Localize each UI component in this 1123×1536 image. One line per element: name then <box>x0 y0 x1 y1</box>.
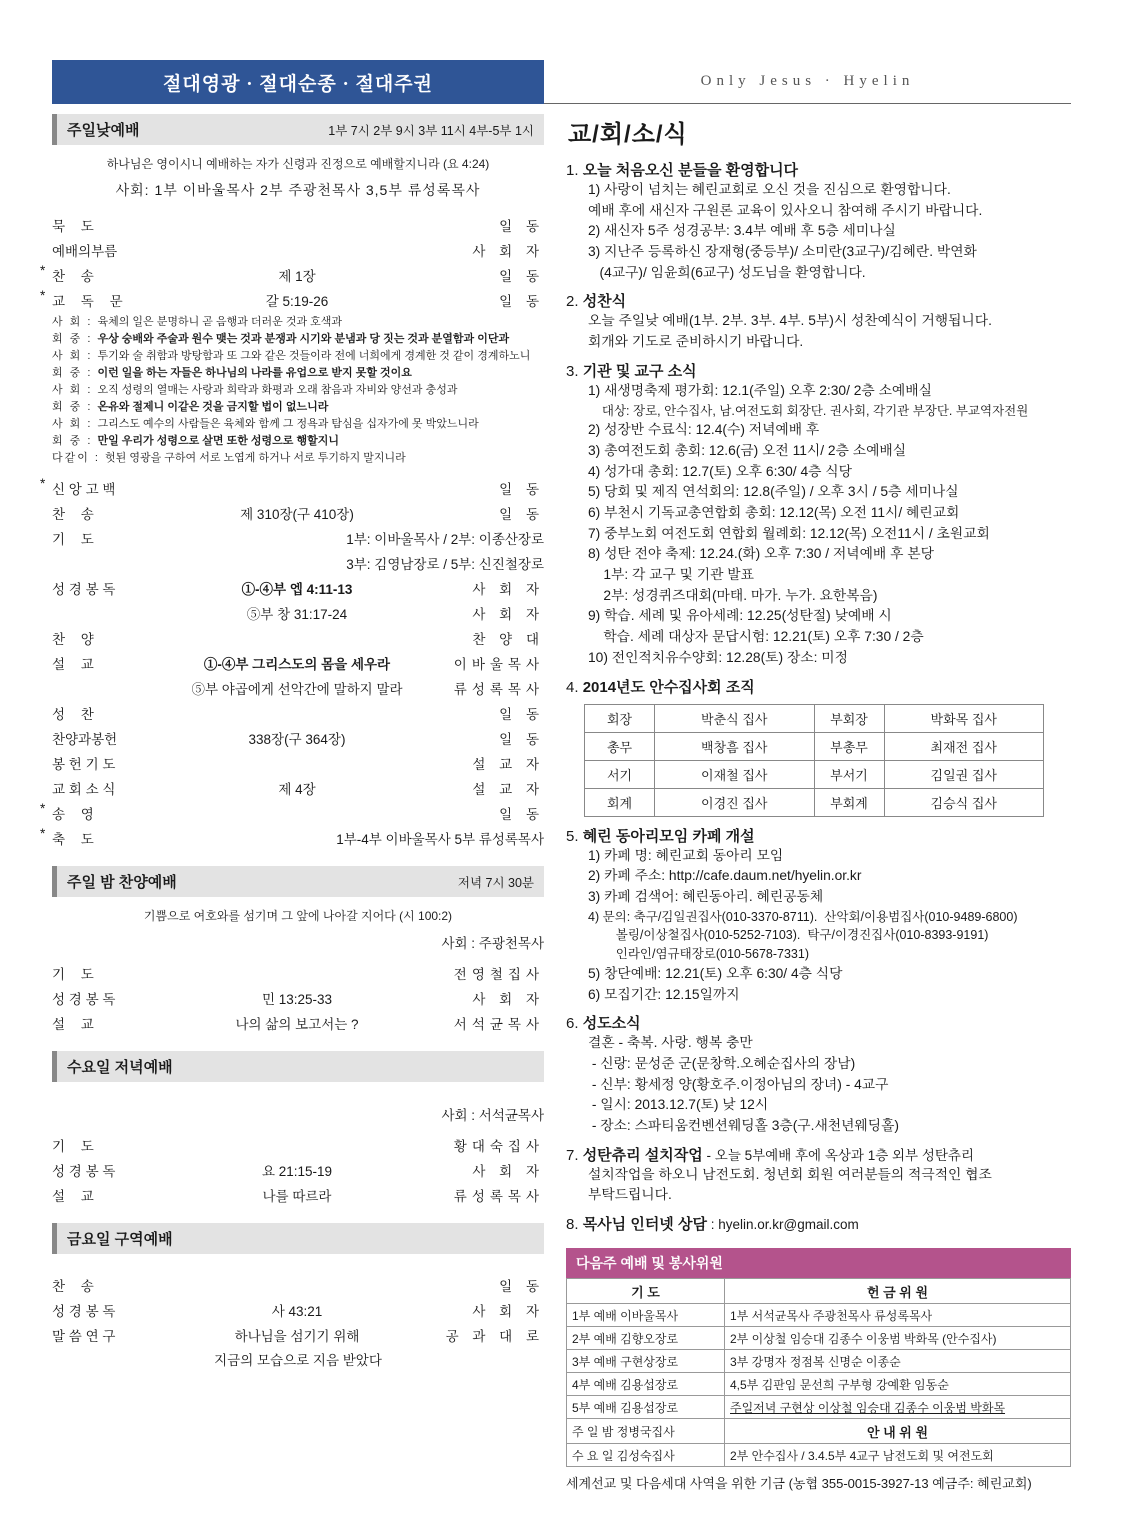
order-item-detail <box>162 1132 432 1157</box>
section-wednesday <box>52 1051 544 1082</box>
org-person: 이경진 집사 <box>655 788 815 816</box>
news-item-title-suffix: - 오늘 5부예배 후에 옥상과 1층 외부 성탄츄리 <box>702 1147 974 1163</box>
duty-col-offering: 헌 금 위 원 <box>725 1279 1071 1304</box>
order-item-person: 황대숙집사 <box>453 1138 544 1154</box>
order-item-label: 설 교 <box>52 656 100 672</box>
order-item-person: 일 동 <box>499 731 544 747</box>
news-item-line: 볼링/이상철집사(010-5252-7103). 탁구/이경진집사(010-8393-9191) <box>588 928 989 943</box>
news-list <box>566 159 1071 1234</box>
org-person: 김일권 집사 <box>884 760 1044 788</box>
order-row <box>52 287 544 312</box>
responsive-text: 오직 성령의 열매는 사랑과 희락과 화평과 오래 참음과 자비와 양선과 충성과 <box>97 384 458 397</box>
responsive-speaker: 회 중 : <box>52 401 98 414</box>
order-item-label: 묵 도 <box>52 218 100 234</box>
order-item-person: 일 동 <box>499 293 544 309</box>
order-item-detail: 1부: 이바울목사 / 2부: 이종산장로 <box>346 531 544 547</box>
responsive-reading <box>52 314 544 467</box>
order-row <box>52 1010 544 1035</box>
order-item-label <box>52 675 162 700</box>
news-item-number: 4. <box>566 678 583 696</box>
order-item-person: 공 과 대 로 <box>445 1328 544 1344</box>
responsive-speaker: 사 회 : <box>52 418 98 431</box>
left-column <box>52 114 544 1492</box>
responsive-line <box>52 433 544 450</box>
news-item-line: 부탁드립니다. <box>588 1187 672 1203</box>
responsive-text: 우상 숭배와 주술과 원수 맺는 것과 분쟁과 시기와 분냄과 당 짓는 것과 분열함과 이단과 <box>97 333 510 346</box>
order-item-detail: 나의 삶의 보고서는 ? <box>235 1016 359 1032</box>
news-item-line: - 일시: 2013.12.7(토) 낮 12시 <box>588 1097 769 1113</box>
news-item-heading <box>566 1144 1071 1165</box>
header-tagline: Only Jesus · Hyelin <box>544 60 1071 104</box>
order-item-detail: 하나님을 섬기기 위해 <box>234 1328 360 1344</box>
order-item-label: 성 경 봉 독 <box>52 991 116 1007</box>
order-item-detail: 1부-4부 이바울목사 5부 류성록목사 <box>336 831 544 847</box>
sunday-night-presider: 사회 : 주광천목사 <box>441 936 544 952</box>
news-item <box>566 159 1071 283</box>
order-row <box>52 1322 544 1347</box>
order-row <box>52 800 544 825</box>
friday-last-line: 지금의 모습으로 지음 받았다 <box>214 1353 382 1369</box>
order-row <box>52 1132 544 1157</box>
order-row <box>52 825 544 850</box>
news-item-line: 1부: 각 교구 및 기관 발표 <box>588 567 754 583</box>
news-item-line: 2) 카페 주소: http://cafe.daum.net/hyelin.or.kr <box>588 868 862 884</box>
order-row <box>52 525 544 550</box>
news-item <box>566 1144 1071 1206</box>
news-item-heading <box>566 1012 1071 1033</box>
news-item <box>566 676 1071 697</box>
order-item-label: 성 경 봉 독 <box>52 581 116 597</box>
order-item-person: 일 동 <box>499 218 544 234</box>
news-item-line: - 장소: 스파티움컨벤션웨딩홀 3층(구.새천년웨딩홀) <box>588 1117 900 1133</box>
order-item-label: 기 도 <box>52 966 100 982</box>
news-item-line: 결혼 - 축복. 사랑. 행복 충만 <box>588 1035 753 1051</box>
news-item-number: 3. <box>566 362 583 380</box>
order-row <box>52 212 544 237</box>
responsive-text: 그리스도 예수의 사람들은 육체와 함께 그 정욕과 탐심을 십자가에 못 박았느니라 <box>97 418 479 431</box>
order-item-label: 예배의부름 <box>52 243 118 259</box>
news-item-line: (4교구)/ 임윤희(6교구) 성도님을 환영합니다. <box>588 264 866 280</box>
org-role: 부총무 <box>814 732 884 760</box>
responsive-speaker: 회 중 : <box>52 435 98 448</box>
order-row <box>52 775 544 800</box>
duty-offering-cell: 1부 서석균목사 주광천목사 류성록목사 <box>725 1304 1071 1327</box>
responsive-speaker: 회 중 : <box>52 333 98 346</box>
news-item-line: 예배 후에 새신자 구원론 교육이 있사오니 참여해 주시기 바랍니다. <box>588 202 983 218</box>
news-item-line: 2) 성장반 수료식: 12.4(수) 저녁예배 후 <box>588 422 820 438</box>
order-item-person: 일 동 <box>499 506 544 522</box>
responsive-speaker: 다같이 : <box>52 452 106 465</box>
news-item-number: 8. <box>566 1216 583 1233</box>
duty-prayer-cell: 주 일 밤 정병국집사 <box>567 1419 725 1444</box>
sunday-day-order-1 <box>52 212 544 312</box>
order-item-detail: 제 310장(구 410장) <box>240 506 354 522</box>
duty-prayer-cell: 5부 예배 김용섭장로 <box>567 1396 725 1419</box>
order-item-detail: ⑤부 야곱에게 선악간에 말하지 말라 <box>191 681 403 697</box>
sunday-day-order-2 <box>52 475 544 850</box>
news-item-title: 성도소식 <box>582 1015 641 1033</box>
org-person: 박화목 집사 <box>884 704 1044 732</box>
order-item-label: 기 도 <box>52 1138 100 1154</box>
deacon-org-table <box>584 704 1044 817</box>
section-sunday-night <box>52 866 544 897</box>
order-item-person: 사 회 자 <box>472 1303 544 1319</box>
order-item-person: 이바울목사 <box>453 656 544 672</box>
order-row <box>52 1157 544 1182</box>
order-row <box>52 750 544 775</box>
news-item-line: 오늘 주일낮 예배(1부. 2부. 3부. 4부. 5부)시 성찬예식이 거행됩니다. <box>588 313 992 329</box>
order-item-label: 성 찬 <box>52 706 100 722</box>
order-item-detail: 요 21:15-19 <box>261 1163 333 1179</box>
news-item-number: 6. <box>566 1015 583 1033</box>
news-item-line: 6) 부천시 기독교총연합회 총회: 12.12(목) 오전 11시/ 혜린교회 <box>588 505 960 520</box>
duty-table <box>566 1278 1071 1467</box>
order-item-detail: 제 1장 <box>278 268 316 284</box>
wednesday-order <box>52 1132 544 1207</box>
news-item-title: 오늘 처음오신 분들을 환영합니다 <box>582 162 799 179</box>
order-row <box>52 650 544 675</box>
news-item-title: 성찬식 <box>582 293 627 311</box>
order-item-person: 찬 양 대 <box>472 631 544 647</box>
news-item-title: 기관 및 교구 소식 <box>582 362 697 380</box>
order-item-label: 설 교 <box>52 1016 100 1032</box>
table-row <box>585 732 1044 760</box>
order-item-detail: ①-④부 그리스도의 몸을 세우라 <box>203 656 391 672</box>
order-item-person: 류성록목사 <box>453 681 544 697</box>
order-row <box>52 700 544 725</box>
section-friday <box>52 1223 544 1254</box>
responsive-text: 헛된 영광을 구하여 서로 노엽게 하거나 서로 투기하지 말지니라 <box>105 452 406 465</box>
order-item-detail: ①-④부 엡 4:11-13 <box>241 581 353 597</box>
order-item-person: 일 동 <box>499 268 544 284</box>
news-item-line: 9) 학습. 세례 및 유아세례: 12.25(성탄절) 낮예배 시 <box>588 608 892 624</box>
section-title-sunday-day: 주일낮예배 <box>67 122 140 139</box>
news-item-line: 7) 중부노회 여전도회 연합회 월례회: 12.12(목) 오전11시 / 초원교회 <box>588 525 990 541</box>
news-item-line: 학습. 세례 대상자 문답시험: 12.21(토) 오후 7:30 / 2층 <box>588 629 924 645</box>
order-item-person: 설 교 자 <box>472 781 544 797</box>
responsive-text: 투기와 술 취함과 방탕함과 또 그와 같은 것들이라 전에 너희에게 경계한 것 같이 경계하노니 <box>97 350 531 363</box>
responsive-line <box>52 382 544 399</box>
order-row <box>52 725 544 750</box>
order-row <box>52 1182 544 1207</box>
order-item-detail: 사 43:21 <box>271 1303 323 1319</box>
order-item-label: * 신 앙 고 백 <box>52 475 162 500</box>
news-item-line: 2) 새신자 5주 성경공부: 3.4부 예배 후 5층 세미나실 <box>588 223 896 239</box>
order-item-detail: 3부: 김영남장로 / 5부: 신진철장로 <box>346 556 544 572</box>
order-item-person: 사 회 자 <box>472 991 544 1007</box>
news-item-line: - 신부: 황세정 양(황호주.이정아님의 장녀) - 4교구 <box>588 1076 889 1092</box>
news-item-line: 1) 사랑이 넘치는 혜린교회로 오신 것을 진심으로 환영합니다. <box>588 182 951 197</box>
news-item-line: 8) 성탄 전야 축제: 12.24.(화) 오후 7:30 / 저녁예배 후 본당 <box>588 546 934 562</box>
responsive-line <box>52 365 544 382</box>
duty-prayer-cell: 3부 예배 구현상장로 <box>567 1350 725 1373</box>
order-item-label: 찬 송 <box>52 506 100 522</box>
order-item-detail: 제 4장 <box>278 781 316 797</box>
order-item-detail: ⑤부 창 31:17-24 <box>246 606 348 622</box>
order-row <box>52 575 544 600</box>
duty-offering-cell: 3부 강명자 정점복 신명순 이종순 <box>725 1350 1071 1373</box>
duty-row <box>567 1373 1071 1396</box>
order-item-label: 설 교 <box>52 1188 100 1204</box>
news-item-number: 5. <box>566 827 583 845</box>
news-item-number: 7. <box>566 1146 583 1164</box>
news-item-heading <box>566 1213 1071 1234</box>
order-row <box>52 500 544 525</box>
duty-footer-note: 세계선교 및 다음세대 사역을 위한 기금 (농협 355-0015-3927-13 예금주: 혜린교회) <box>566 1476 1032 1491</box>
org-role: 부서기 <box>814 760 884 788</box>
order-item-person: 류성록목사 <box>453 1188 544 1204</box>
order-item-detail: 민 13:25-33 <box>261 991 333 1007</box>
order-item-label: 봉 헌 기 도 <box>52 756 116 772</box>
right-column <box>566 114 1071 1492</box>
duty-offering-cell: 2부 안수집사 / 3.4.5부 4교구 남전도회 및 여전도회 <box>725 1444 1071 1467</box>
order-item-label: 찬양과봉헌 <box>52 731 118 747</box>
news-item-title-suffix: : hyelin.or.kr@gmail.com <box>706 1217 859 1232</box>
news-item-line: 인라인/염규태장로(010-5678-7331) <box>588 947 809 962</box>
news-item-line: 4) 문의: 축구/김일권집사(010-3370-8711). 산악회/이용범집사(010-9489-6800) <box>588 909 1018 924</box>
order-item-label: * 축 도 <box>52 825 162 850</box>
order-row <box>52 960 544 985</box>
table-row <box>585 760 1044 788</box>
org-person: 이재철 집사 <box>655 760 815 788</box>
responsive-line <box>52 348 544 365</box>
order-item-person: 일 동 <box>499 481 544 497</box>
order-item-detail: 나를 따르라 <box>262 1188 332 1204</box>
news-item-line: 대상: 장로, 안수집사, 남.여전도회 회장단. 권사회, 각기관 부장단. 부교역자전원 <box>588 403 1029 418</box>
news-item-line: 3) 총여전도회 총회: 12.6(금) 오전 11시/ 2층 소예배실 <box>588 442 907 458</box>
order-row <box>52 985 544 1010</box>
section-title-wednesday: 수요일 저녁예배 <box>67 1059 173 1077</box>
order-item-person: 사 회 자 <box>472 1163 544 1179</box>
duty-row <box>567 1350 1071 1373</box>
responsive-speaker: 사 회 : <box>52 384 98 397</box>
news-item-line: 1) 카페 명: 혜린교회 동아리 모임 <box>588 847 784 863</box>
news-item <box>566 825 1071 1006</box>
news-heading: 교/회/소/식 <box>568 121 688 148</box>
news-item <box>566 290 1071 352</box>
responsive-speaker: 사 회 : <box>52 350 98 363</box>
section-title-sunday-night: 주일 밤 찬양예배 <box>67 874 177 892</box>
friday-order <box>52 1272 544 1347</box>
table-row <box>585 704 1044 732</box>
news-item <box>566 1012 1071 1136</box>
news-item-heading <box>566 360 1071 381</box>
responsive-text: 온유와 절제니 이같은 것을 금지할 법이 없느니라 <box>97 401 329 414</box>
order-row <box>52 475 544 500</box>
order-item-person: 일 동 <box>499 806 544 822</box>
responsive-line <box>52 416 544 433</box>
sunday-night-order <box>52 960 544 1035</box>
order-item-label: 찬 송 <box>52 1278 100 1294</box>
order-item-person: 설 교 자 <box>472 756 544 772</box>
order-item-detail: 갈 5:19-26 <box>265 293 329 309</box>
duty-row <box>567 1419 1071 1444</box>
news-item-number: 2. <box>566 293 583 311</box>
duty-prayer-cell: 수 요 일 김성숙집사 <box>567 1444 725 1467</box>
order-item-detail: 338장(구 364장) <box>248 731 346 747</box>
banner-motto: 절대영광 · 절대순종 · 절대주권 <box>52 60 544 104</box>
order-row <box>52 1297 544 1322</box>
duty-row <box>567 1396 1071 1419</box>
news-item-title: 혜린 동아리모임 카페 개설 <box>582 827 755 845</box>
news-item-title: 목사님 인터넷 상담 <box>582 1216 707 1233</box>
duty-col-prayer: 기 도 <box>567 1279 725 1304</box>
news-item <box>566 1213 1071 1234</box>
duty-prayer-cell: 2부 예배 김향오장로 <box>567 1327 725 1350</box>
order-item-detail <box>162 700 432 725</box>
news-item-line: 5) 창단예배: 12.21(토) 오후 6:30/ 4층 식당 <box>588 965 843 981</box>
duty-offering-cell: 4,5부 김판임 문선희 구부형 강예환 임동순 <box>725 1373 1071 1396</box>
news-item-number: 1. <box>566 162 583 179</box>
responsive-line <box>52 399 544 416</box>
org-person: 백창흠 집사 <box>655 732 815 760</box>
duty-offering-cell: 주일저녁 구현상 이상철 임승대 김종수 이웅범 박화목 <box>725 1396 1071 1419</box>
responsive-line <box>52 314 544 331</box>
order-item-label <box>52 550 162 575</box>
order-item-label: 성 경 봉 독 <box>52 1303 116 1319</box>
news-item-line: 4) 성가대 총회: 12.7(토) 오후 6:30/ 4층 식당 <box>588 463 852 479</box>
order-item-detail <box>162 960 432 985</box>
order-item-detail <box>162 800 432 825</box>
order-item-label: 말 씀 연 구 <box>52 1328 116 1344</box>
order-item-label: * 송 영 <box>52 800 162 825</box>
org-role: 총무 <box>585 732 655 760</box>
duty-prayer-cell: 1부 예배 이바울목사 <box>567 1304 725 1327</box>
order-row <box>52 675 544 700</box>
table-row <box>585 788 1044 816</box>
wednesday-presider: 사회 : 서석균목사 <box>441 1108 544 1124</box>
news-item-heading <box>566 825 1071 846</box>
responsive-line <box>52 331 544 348</box>
order-row <box>52 262 544 287</box>
order-item-label <box>52 600 162 625</box>
news-item-heading <box>566 290 1071 311</box>
header <box>52 46 1071 104</box>
responsive-text: 육체의 일은 분명하니 곧 음행과 더러운 것과 호색과 <box>97 316 343 328</box>
news-item-line: 3) 카페 검색어: 혜린동아리. 혜린공동체 <box>588 888 824 904</box>
order-item-label: 찬 양 <box>52 631 100 647</box>
order-item-detail <box>162 625 432 650</box>
news-item-line: 6) 모집기간: 12.15일까지 <box>588 986 740 1002</box>
news-item-line: 1) 새생명축제 평가회: 12.1(주일) 오후 2:30/ 2층 소예배실 <box>588 382 932 398</box>
order-item-detail <box>162 237 432 262</box>
order-item-detail <box>162 1272 432 1297</box>
section-sunday-day <box>52 114 544 145</box>
responsive-text: 이런 일을 하는 자들은 하나님의 나라를 유업으로 받지 못할 것이요 <box>97 367 412 380</box>
sunday-day-times: 1부 7시 2부 9시 3부 11시 4부-5부 1시 <box>328 123 534 138</box>
order-row <box>52 625 544 650</box>
sunday-night-verse: 기쁨으로 여호와를 섬기며 그 앞에 나아갈 지어다 (시 100:2) <box>143 909 453 924</box>
order-item-detail <box>162 212 432 237</box>
order-item-person: 사 회 자 <box>472 243 544 259</box>
order-item-person: 사 회 자 <box>472 606 544 622</box>
order-item-person: 서석균목사 <box>453 1016 544 1032</box>
duty-title: 다음주 예배 및 봉사위원 <box>566 1248 1071 1278</box>
responsive-text: 만일 우리가 성령으로 살면 또한 성령으로 행할지니 <box>97 435 339 448</box>
order-row <box>52 1272 544 1297</box>
responsive-line <box>52 450 544 467</box>
duty-row <box>567 1444 1071 1467</box>
order-item-label: * 교 독 문 <box>52 287 162 312</box>
section-title-friday: 금요일 구역예배 <box>67 1231 173 1249</box>
sunday-night-times: 저녁 7시 30분 <box>457 875 534 890</box>
responsive-speaker: 사 회 : <box>52 316 98 328</box>
duty-row <box>567 1304 1071 1327</box>
duty-subheader-cell: 안 내 위 원 <box>725 1419 1071 1444</box>
news-item-line: 회개와 기도로 준비하시기 바랍니다. <box>588 334 804 350</box>
org-role: 부회계 <box>814 788 884 816</box>
order-item-detail <box>162 475 432 500</box>
duty-offering-cell: 2부 이상철 임승대 김종수 이웅범 박화목 (안수집사) <box>725 1327 1071 1350</box>
news-item-line: 10) 전인적치유수양회: 12.28(토) 장소: 미정 <box>588 649 848 665</box>
org-role: 회계 <box>585 788 655 816</box>
order-item-label: * 찬 송 <box>52 262 162 287</box>
order-item-person: 사 회 자 <box>472 581 544 597</box>
order-item-person: 일 동 <box>499 706 544 722</box>
order-row <box>52 550 544 575</box>
order-item-label: 기 도 <box>52 531 100 547</box>
org-person: 김승식 집사 <box>884 788 1044 816</box>
order-item-person: 전영철집사 <box>453 966 544 982</box>
sunday-day-verse: 하나님은 영이시니 예배하는 자가 신령과 진정으로 예배할지니라 (요 4:24) <box>106 157 490 171</box>
news-item-line: - 신랑: 문성준 군(문창학.오혜순집사의 장남) <box>588 1055 856 1071</box>
org-person: 박춘식 집사 <box>655 704 815 732</box>
news-item-line: 5) 당회 및 제직 연석회의: 12.8(주일) / 오후 3시 / 5층 세미나실 <box>588 484 959 500</box>
news-item-heading <box>566 676 1071 697</box>
news-item-line: 2부: 성경퀴즈대회(마태. 마가. 누가. 요한복음) <box>588 587 878 603</box>
news-item-line: 3) 지난주 등록하신 장재형(중등부)/ 소미란(3교구)/김혜란. 박연화 <box>588 244 977 260</box>
org-person: 최재전 집사 <box>884 732 1044 760</box>
news-item-title: 성탄츄리 설치작업 <box>582 1146 703 1164</box>
org-role: 회장 <box>585 704 655 732</box>
news-item <box>566 360 1071 669</box>
news-item-title: 2014년도 안수집사회 조직 <box>582 678 755 696</box>
order-item-person: 일 동 <box>499 1278 544 1294</box>
content-columns <box>52 114 1071 1492</box>
org-role: 부회장 <box>814 704 884 732</box>
news-item-line: 설치작업을 하오니 남전도회. 청년회 회원 여러분들의 적극적인 협조 <box>588 1166 992 1182</box>
order-row <box>52 600 544 625</box>
order-item-label: 교 회 소 식 <box>52 781 116 797</box>
duty-row <box>567 1327 1071 1350</box>
org-role: 서기 <box>585 760 655 788</box>
order-item-detail <box>162 750 432 775</box>
duty-prayer-cell: 4부 예배 김용섭장로 <box>567 1373 725 1396</box>
news-item-heading <box>566 159 1071 180</box>
sunday-day-presider: 사회: 1부 이바울목사 2부 주광천목사 3,5부 류성록목사 <box>115 182 481 198</box>
responsive-speaker: 회 중 : <box>52 367 98 380</box>
order-item-label: 성 경 봉 독 <box>52 1163 116 1179</box>
order-row <box>52 237 544 262</box>
